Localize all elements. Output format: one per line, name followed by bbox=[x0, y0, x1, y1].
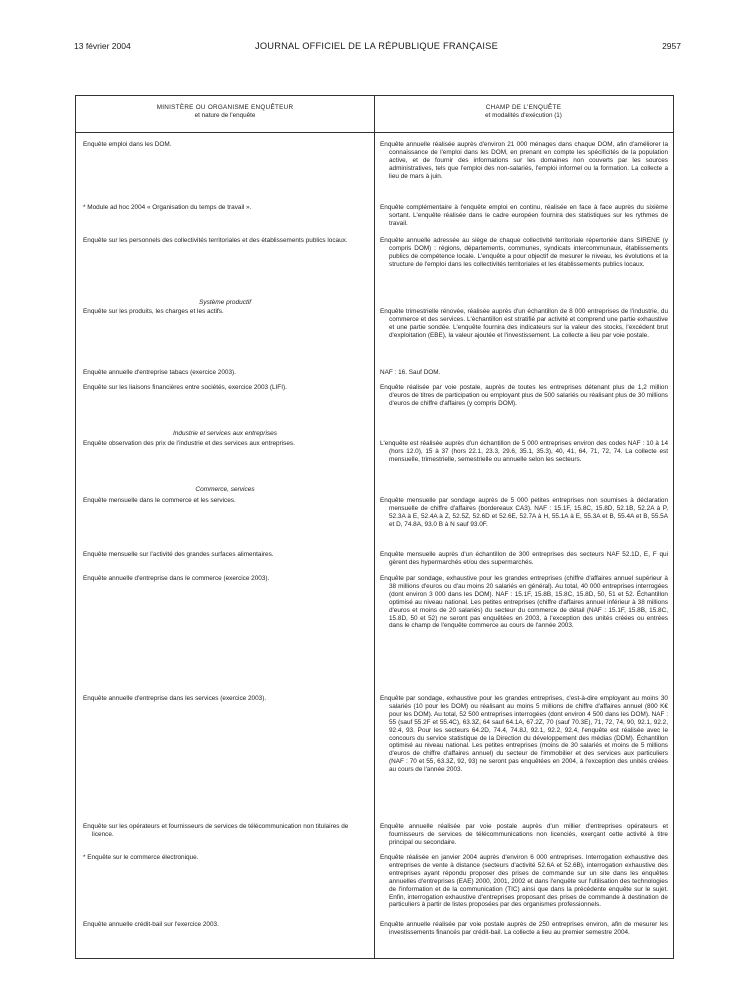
header-right-subtitle: et modalités d'exécution (1) bbox=[485, 112, 562, 119]
survey-table bbox=[75, 95, 674, 959]
row-right-text: Enquête complémentaire à l'enquête emploi en continu, réalisée en face à face auprès du sixième sortant. L'enquête réalisée dans le cadre européen fournira des statistiques sur les rythmes de travail. bbox=[380, 204, 668, 227]
row-left-cell bbox=[83, 823, 365, 839]
section-heading: Commerce, services bbox=[195, 486, 255, 493]
row-right-cell bbox=[380, 141, 668, 181]
row-right-text: Enquête réalisée par voie postale, auprès de toutes les entreprises détenant plus de 1,2 million d'euros de titres de participation ou employant plus de 500 salariés ou réalisant plus de 30 millions d'euros de chiffre d'affaires (y compris DOM). bbox=[380, 384, 668, 407]
header-page-number: 2957 bbox=[662, 41, 681, 51]
row-right-text: Enquête annuelle réalisée par voie postale auprès d'un millier d'entreprises opérateurs et fournisseurs de services de télécommunications non licenciés, exerçant cette activité à titre principal ou secondaire. bbox=[380, 823, 668, 846]
row-right-text: Enquête trimestrielle rénovée, réalisée auprès d'un échantillon de 8 000 entreprises de l'industrie, du commerce et des services. L'échantillon est stratifié par activité et comprend une partie exhaustive et une partie sondée. L'enquête fournira des indicateurs sur la valeur des stocks, l'excédent brut d'exploitation (EBE), la valeur ajoutée et l'investissement. La collecte a lieu par voie postale. bbox=[380, 308, 668, 339]
row-left-cell: * Module ad hoc 2004 « Organisation du temps de travail ». bbox=[83, 204, 252, 211]
row-right-cell bbox=[380, 551, 668, 567]
row-left-cell: Enquête observation des prix de l'industrie et des services aux entreprises. bbox=[83, 440, 295, 447]
row-left-cell: * Enquête sur le commerce électronique. bbox=[83, 854, 199, 861]
row-right-text: Enquête par sondage, exhaustive pour les grandes entreprises (chiffre d'affaires annuel supérieur à 38 millions d'euros ou d'au moins 20 salariés en général). Au total, 40 000 entreprises interrogées (dont environ 3 000 dans les DOM). NAF : 15.1F, 15.8B, 15.8C, 15.8D, 50, 51 et 52. Échantillon optimisé au niveau national. Les petites entreprises (chiffre d'affaires annuel inférieur à 38 millions d'euros et moins de 20 salariés) du secteur du commerce de détail (NAF : 15.1F, 15.8B, 15.8C, 15.8D, 50 et 52) ne seront pas enquêtées en 2003, à l'exception des unités créées ou entrées dans le champ de l'enquête commerce au cours de l'année 2003. bbox=[380, 575, 668, 630]
header-right-column bbox=[374, 104, 673, 120]
row-left-cell: Enquête annuelle d'entreprise dans le commerce (exercice 2003). bbox=[83, 575, 270, 582]
header-journal-title: JOURNAL OFFICIEL DE LA RÉPUBLIQUE FRANÇAISE bbox=[255, 41, 498, 51]
row-left-cell: Enquête sur les liaisons financières entre sociétés, exercice 2003 (LIFI). bbox=[83, 384, 287, 391]
row-left-text: Enquête sur les personnels des collectivités territoriales et des établissements publics locaux. bbox=[83, 237, 348, 244]
header-date: 13 février 2004 bbox=[74, 41, 131, 51]
row-right-text: NAF : 16. Sauf DOM. bbox=[380, 369, 441, 376]
row-right-text: Enquête par sondage, exhaustive pour les grandes entreprises, c'est-à-dire employant au moins 30 salariés (10 pour les DOM) ou réalisant au moins 5 millions de chiffre d'affaires annuel (800 K€ pour les DOM). Au total, 52 500 entreprises interrogées (dont environ 4 500 dans les DOM). NAF : 55 (sauf 55.2F et 55.4C), 63.3Z, 64 sauf 64.1A, 67.2Z, 70 (sauf 70.3E), 71, 72, 74, 90, 92.1, 92.2, 92.4, 93. Pour les secteurs 64.2D, 74.4, 74.8J, 92.1, 92.2, 92.4, l'enquête est réalisée avec le concours du service statistique de la Direction du développement des médias (DDM). Échantillon optimisé au niveau national. Les petites entreprises (moins de 30 salariés et moins de 5 millions d'euros de chiffre d'affaires annuel) du secteur de l'immobilier et des services aux particuliers (NAF : 70 et 55, 63.3Z, 92, 93) ne seront pas enquêtées en 2004, à l'exception des unités créées au cours de l'année 2003. bbox=[380, 695, 668, 774]
section-heading: Système productif bbox=[198, 299, 252, 306]
row-right-cell bbox=[380, 921, 668, 937]
row-right-text: Enquête annuelle réalisée auprès d'environ 21 000 ménages dans chaque DOM, afin d'améliorer la connaissance de l'emploi dans les DOM, en prenant en compte les spécificités de la population active, et de fournir des informations sur les domaines non couverts par les sources administratives, tels que l'emploi des non-salariés, l'emploi informel ou la formation. La collecte a lieu de mars à juin. bbox=[380, 141, 668, 180]
row-right-text: Enquête annuelle adressée au siège de chaque collectivité territoriale répertoriée dans SIRENE (y compris DOM) : régions, départements, communes, syndicats intercommunaux, établissements publics de compétence locale. L'enquête a pour objectif de mesurer le niveau, les évolutions et la structure de l'emploi dans les collectivités territoriales et les établissements publics locaux. bbox=[380, 237, 668, 268]
column-divider bbox=[374, 96, 375, 958]
section-heading: Industrie et services aux entreprises bbox=[172, 430, 278, 437]
row-right-cell bbox=[380, 575, 668, 630]
row-left-cell bbox=[83, 237, 365, 245]
row-left-cell: Enquête annuelle d'entreprise tabacs (exercice 2003). bbox=[83, 369, 236, 376]
row-right-text: Enquête réalisée en janvier 2004 auprès d'environ 6 000 entreprises. Interrogation exhaustive des entreprises de vente à distance (secteurs d'activité 52.6A et 52.6B), interrogation exhaustive des entreprises ayant répondu proposer des prises de commande sur un site dans les enquêtes annuelles d'entreprises (EAE) 2000, 2001, 2002 et dans l'enquête sur l'utilisation des technologies de l'information et de la communication (TIC) ainsi que dans la précédente enquête sur le sujet. Enfin, interrogation exhaustive d'entreprises proposant des prises de commande à destination de particuliers à partir de listes proposées par des organismes professionnels. bbox=[380, 854, 668, 909]
row-left-text: Enquête sur les opérateurs et fournisseurs de services de télécommunication non titulaires de licence. bbox=[83, 823, 349, 838]
row-right-cell bbox=[380, 204, 668, 228]
row-right-cell bbox=[380, 497, 668, 529]
row-right-text: L'enquête est réalisée auprès d'un échantillon de 5 000 entreprises environ des codes NAF : 10 à 14 (hors 12.0), 15 à 37 (hors 22.1, 23.3, 29.6, 35.1, 35.3), 40, 41, 64, 71, 72, 74. La collecte est mensuelle, trimestrielle, semestrielle ou annuelle selon les secteurs. bbox=[380, 440, 668, 463]
table-header bbox=[76, 96, 673, 133]
row-right-cell bbox=[380, 384, 668, 408]
row-right-cell bbox=[380, 823, 668, 847]
row-left-cell: Enquête mensuelle sur l'activité des grandes surfaces alimentaires. bbox=[83, 551, 274, 558]
row-right-cell bbox=[380, 440, 668, 464]
row-right-cell bbox=[380, 369, 668, 377]
row-right-text: Enquête mensuelle par sondage auprès de 5 000 petites entreprises non soumises à déclaration mensuelle de chiffre d'affaires (bordereaux CA3). NAF : 15.1F, 15.8C, 15.8D, 52.1B, 52.2A à P, 52.3A à E, 52.4A à Z, 52.5Z, 52.6D et 52.6E, 52.7A à H, 55.1A à E, 55.3A et B, 55.4A et B, 55.5A et D, 74.8A, 93.0 B à N sauf 93.0F. bbox=[380, 497, 668, 528]
row-left-cell: Enquête emploi dans les DOM. bbox=[83, 141, 172, 148]
header-right-title: CHAMP DE L'ENQUÊTE bbox=[485, 104, 562, 111]
row-right-cell bbox=[380, 237, 668, 269]
row-left-cell: Enquête annuelle d'entreprise dans les services (exercice 2003). bbox=[83, 695, 267, 702]
row-right-cell bbox=[380, 695, 668, 774]
row-right-cell bbox=[380, 308, 668, 340]
row-right-text: Enquête annuelle réalisée par voie postale auprès de 250 entreprises environ, afin de mesurer les investissements financés par crédit-bail. La collecte a lieu au premier semestre 2004. bbox=[380, 921, 668, 936]
header-left-subtitle: et nature de l'enquête bbox=[194, 112, 256, 119]
row-right-text: Enquête mensuelle auprès d'un échantillon de 300 entreprises des secteurs NAF 52.1D, E, F qui gèrent des hypermarchés et/ou des supermarchés. bbox=[380, 551, 668, 566]
row-left-cell: Enquête sur les produits, les charges et les actifs. bbox=[83, 308, 224, 315]
row-left-cell: Enquête mensuelle dans le commerce et les services. bbox=[83, 497, 236, 504]
row-right-cell bbox=[380, 854, 668, 909]
header-left-title: MINISTÈRE OU ORGANISME ENQUÊTEUR bbox=[156, 104, 294, 111]
header-left-column bbox=[76, 104, 374, 120]
row-left-cell: Enquête annuelle crédit-bail sur l'exercice 2003. bbox=[83, 921, 219, 928]
page-header bbox=[0, 40, 753, 56]
